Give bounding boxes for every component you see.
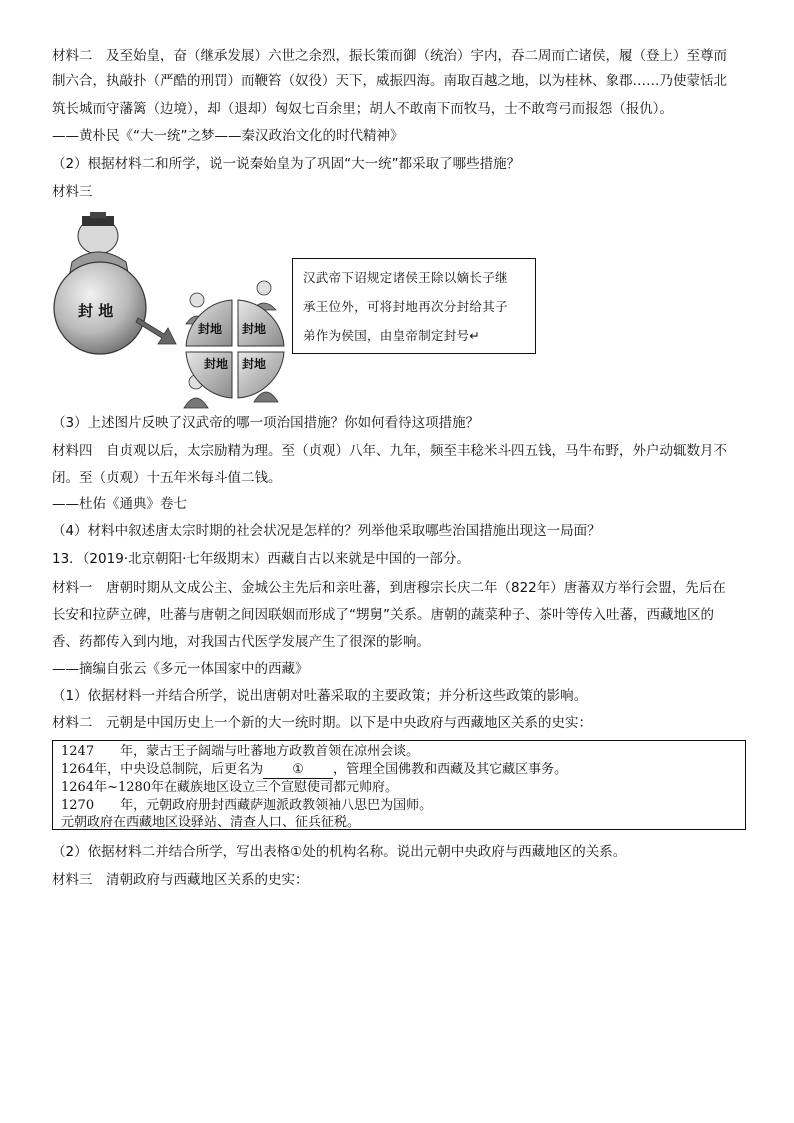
material2-line1: 材料二 及至始皇，奋（继承发展）六世之余烈，振长策而御（统治）宇内，吞二周而亡诸侯，履（登上）至尊而 xyxy=(52,48,727,64)
q13-material1-line3: 香、药都传入到内地，对我国古代医学发展产生了很深的影响。 xyxy=(52,634,430,650)
table-row2-after: ，管理全国佛教和西藏及其它藏区事务。 xyxy=(333,761,568,777)
material2-line3: 筑长城而守藩篱（边境），却（退却）匈奴七百余里；胡人不敢南下而牧马，士不敢弯弓而报怨（报仇）。 xyxy=(52,101,673,117)
q13-material3-intro: 材料三 清朝政府与西藏地区关系的史实： xyxy=(52,872,309,888)
table-row: 1270 年，元朝政府册封西藏萨迦派政教领袖八思巴为国师。 xyxy=(61,797,433,813)
q13-material1-line1: 材料一 唐朝时期从文成公主、金城公主先后和亲吐蕃，到唐穆宗长庆二年（822年）唐蕃双方举行会盟，先后在 xyxy=(52,580,726,596)
material2-source: ——黄朴民《“大一统”之梦——秦汉政治文化的时代精神》 xyxy=(52,128,404,144)
material4-source: ——杜佑《通典》卷七 xyxy=(52,496,187,512)
material4-line2: 闭。至（贞观）十五年米每斗值二钱。 xyxy=(52,470,282,486)
caption-line2: 承王位外，可将封地再次分封给其子 xyxy=(303,299,508,314)
q13-material1-source: ——摘编自张云《多元一体国家中的西藏》 xyxy=(52,661,309,677)
question-4: （4）材料中叙述唐太宗时期的社会状况是怎样的？列举他采取哪些治国措施出现这一局面？ xyxy=(52,523,601,539)
q13-material1-line2: 长安和拉萨立碑，吐蕃与唐朝之间因联姻而形成了“甥舅”关系。唐朝的蔬菜种子、茶叶等传入吐蕃，西藏地区的 xyxy=(52,607,714,623)
answer-blank-1[interactable]: ① xyxy=(263,761,333,780)
caption-line3: 弟作为侯国，由皇帝制定封号↵ xyxy=(303,328,481,343)
big-fief-label: 封 地 xyxy=(78,302,114,320)
fief-label-bottom-right: 封地 xyxy=(242,357,267,371)
material3-label: 材料三 xyxy=(52,184,93,200)
question-3: （3）上述图片反映了汉武帝的哪一项治国措施？你如何看待这项措施？ xyxy=(52,415,480,431)
table-row xyxy=(61,761,737,780)
q13-material2-intro: 材料二 元朝是中国历史上一个新的大一统时期。以下是中央政府与西藏地区关系的史实： xyxy=(52,715,592,731)
question-2: （2）根据材料二和所学，说一说秦始皇为了巩固“大一统”都采取了哪些措施？ xyxy=(52,156,521,172)
table-row: 元朝政府在西藏地区设驿站、清查人口、征兵征税。 xyxy=(61,815,361,831)
table-row: 1264年~1280年在藏族地区设立三个宣慰使司都元帅府。 xyxy=(61,780,399,796)
question-13-2: （2）依据材料二并结合所学，写出表格①处的机构名称。说出元朝中央政府与西藏地区的关系。 xyxy=(52,844,627,860)
material2-line2: 制六合，执敲扑（严酷的刑罚）而鞭笞（奴役）天下，威振四海。南取百越之地，以为桂林、象郡……乃使蒙恬北 xyxy=(52,73,727,89)
fief-division-illustration xyxy=(52,212,542,412)
question-13-title: 13．（2019·北京朝阳·七年级期末）西藏自古以来就是中国的一部分。 xyxy=(52,551,470,567)
figure-caption-box xyxy=(292,258,536,354)
fief-label-top-right: 封地 xyxy=(242,322,267,336)
table-row2-before: 1264年，中央设总制院，后更名为 xyxy=(61,761,264,777)
material4-line1: 材料四 自贞观以后，太宗励精为理。至（贞观）八年、九年，频至丰稔米斗四五钱，马牛布野，外户动辄数月不 xyxy=(52,443,727,459)
question-13-1: （1）依据材料一并结合所学，说出唐朝对吐蕃采取的主要政策；并分析这些政策的影响。 xyxy=(52,688,588,704)
caption-line1: 汉武帝下诏规定诸侯王除以嫡长子继 xyxy=(303,270,508,285)
table-row: 1247 年，蒙古王子阔端与吐蕃地方政教首领在凉州会谈。 xyxy=(61,744,420,759)
yuan-tibet-facts-table xyxy=(52,740,746,830)
fief-label-top-left: 封地 xyxy=(198,322,223,336)
fief-label-bottom-left: 封地 xyxy=(204,357,229,371)
